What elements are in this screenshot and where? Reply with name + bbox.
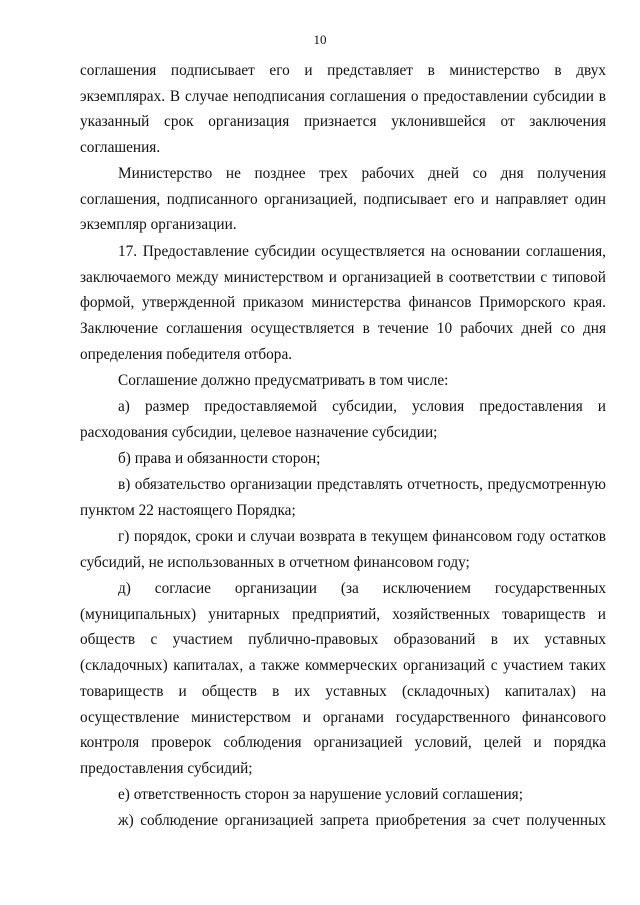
- list-item-v: в) обязательство организации представлять отчетность, предусмотренную пунктом 22 настоящего Порядка;: [80, 476, 606, 519]
- list-item-d: д) согласие организации (за исключением государственных (муниципальных) унитарных предприятий, хозяйственных товариществ и обществ с участием публично-правовых образований в их уставных (складочных) капиталах, а также коммерческих организаций с участием таких товариществ и обществ в их уставных (складочных) капиталах) на осуществление министерством и органами государственного финансового контроля проверок соблюдения организацией условий, целей и порядка предоставления субсидий;: [80, 580, 606, 777]
- paragraph-agreement-intro: Соглашение должно предусматривать в том числе:: [118, 372, 449, 389]
- list-item-g: г) порядок, сроки и случаи возврата в текущем финансовом году остатков субсидий, не использованных в отчетном финансовом году;: [80, 528, 606, 571]
- paragraph-continuation: соглашения подписывает его и представляет в министерство в двух экземплярах. В случае неподписания соглашения о предоставлении субсидии в указанный срок организация признается уклонившейся от заключения соглашения.: [80, 62, 606, 157]
- list-item-b: б) права и обязанности сторон;: [118, 450, 321, 467]
- page-number: 10: [313, 32, 327, 47]
- list-item-a: а) размер предоставляемой субсидии, условия предоставления и расходования субсидии, целевое назначение субсидии;: [80, 398, 606, 441]
- paragraph-item-17: 17. Предоставление субсидии осуществляется на основании соглашения, заключаемого между министерством и организацией в соответствии с типовой формой, утвержденной приказом министерства финансов Приморского края. Заключение соглашения осуществляется в течение 10 рабочих дней со дня определения победителя отбора.: [80, 243, 606, 363]
- list-item-e: е) ответственность сторон за нарушение условий соглашения;: [118, 786, 523, 803]
- paragraph-ministry-signing: Министерство не позднее трех рабочих дней со дня получения соглашения, подписанного организацией, подписывает его и направляет один экземпляр организации.: [80, 165, 606, 234]
- list-item-zh: ж) соблюдение организацией запрета приобретения за счет полученных: [118, 812, 606, 829]
